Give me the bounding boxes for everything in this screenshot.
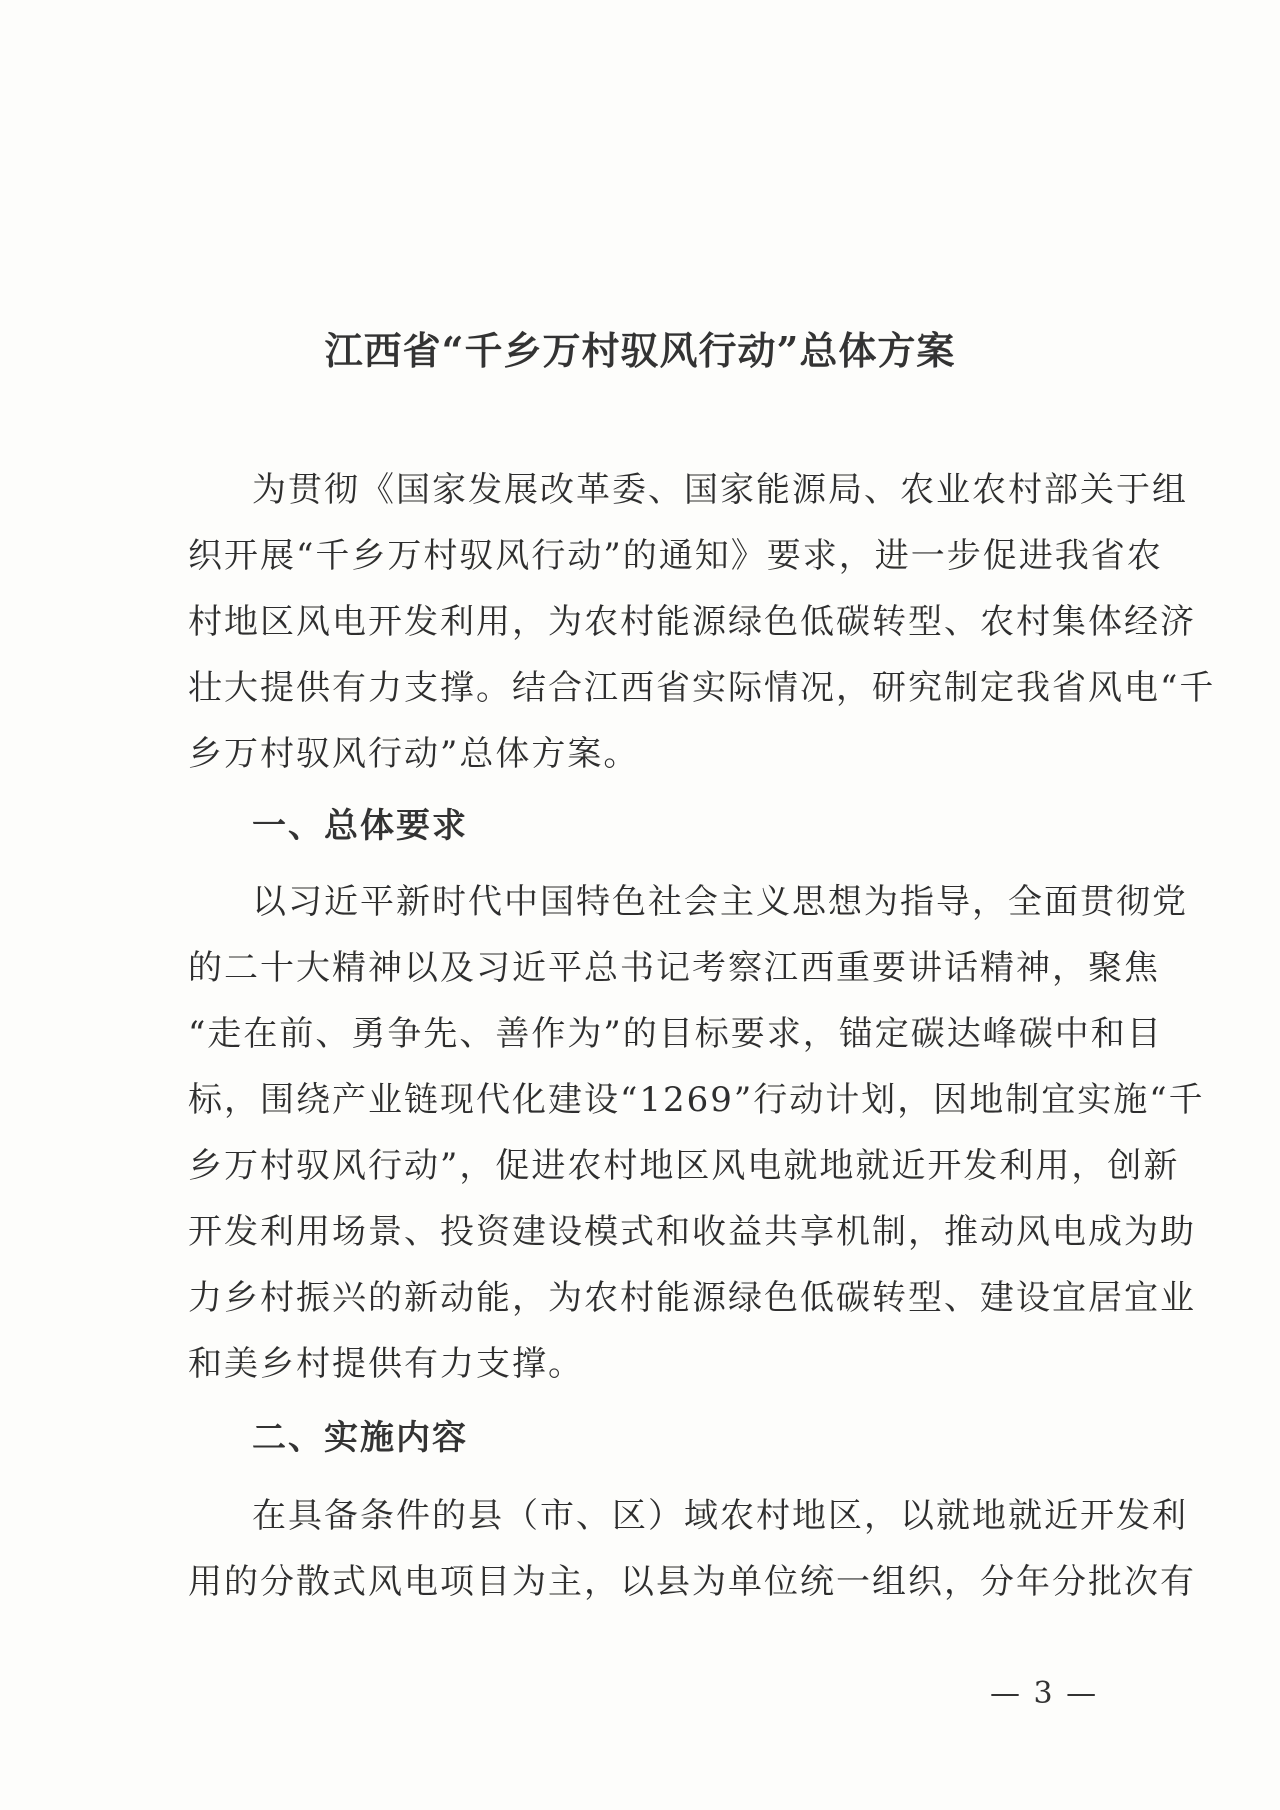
section1-line-8: 和美乡村提供有力支撑。 — [188, 1344, 584, 1384]
intro-line-3: 村地区风电开发利用，为农村能源绿色低碳转型、农村集体经济 — [188, 602, 1196, 642]
section2-line-1: 在具备条件的县（市、区）域农村地区，以就地就近开发利 — [252, 1496, 1188, 1536]
intro-line-5: 乡万村驭风行动”总体方案。 — [188, 734, 640, 774]
section1-line-5: 乡万村驭风行动”，促进农村地区风电就地就近开发利用，创新 — [188, 1146, 1180, 1186]
section1-line-1: 以习近平新时代中国特色社会主义思想为指导，全面贯彻党 — [252, 882, 1188, 922]
section-heading-2: 二、实施内容 — [252, 1418, 468, 1458]
section-heading-1: 一、总体要求 — [252, 806, 468, 846]
intro-line-2: 织开展“千乡万村驭风行动”的通知》要求，进一步促进我省农 — [188, 536, 1163, 576]
intro-line-4: 壮大提供有力支撑。结合江西省实际情况，研究制定我省风电“千 — [188, 668, 1216, 708]
page-number: — 3 — — [990, 1676, 1099, 1711]
section1-line-3: “走在前、勇争先、善作为”的目标要求，锚定碳达峰碳中和目 — [188, 1014, 1163, 1054]
section1-line-6: 开发利用场景、投资建设模式和收益共享机制，推动风电成为助 — [188, 1212, 1196, 1252]
section1-line-4: 标，围绕产业链现代化建设“1269”行动计划，因地制宜实施“千 — [188, 1080, 1205, 1120]
intro-line-1: 为贯彻《国家发展改革委、国家能源局、农业农村部关于组 — [252, 470, 1188, 510]
section1-line-7: 力乡村振兴的新动能，为农村能源绿色低碳转型、建设宜居宜业 — [188, 1278, 1196, 1318]
section1-line-2: 的二十大精神以及习近平总书记考察江西重要讲话精神，聚焦 — [188, 948, 1160, 988]
document-title: 江西省“千乡万村驭风行动”总体方案 — [324, 328, 956, 373]
section2-line-2: 用的分散式风电项目为主，以县为单位统一组织，分年分批次有 — [188, 1562, 1196, 1602]
